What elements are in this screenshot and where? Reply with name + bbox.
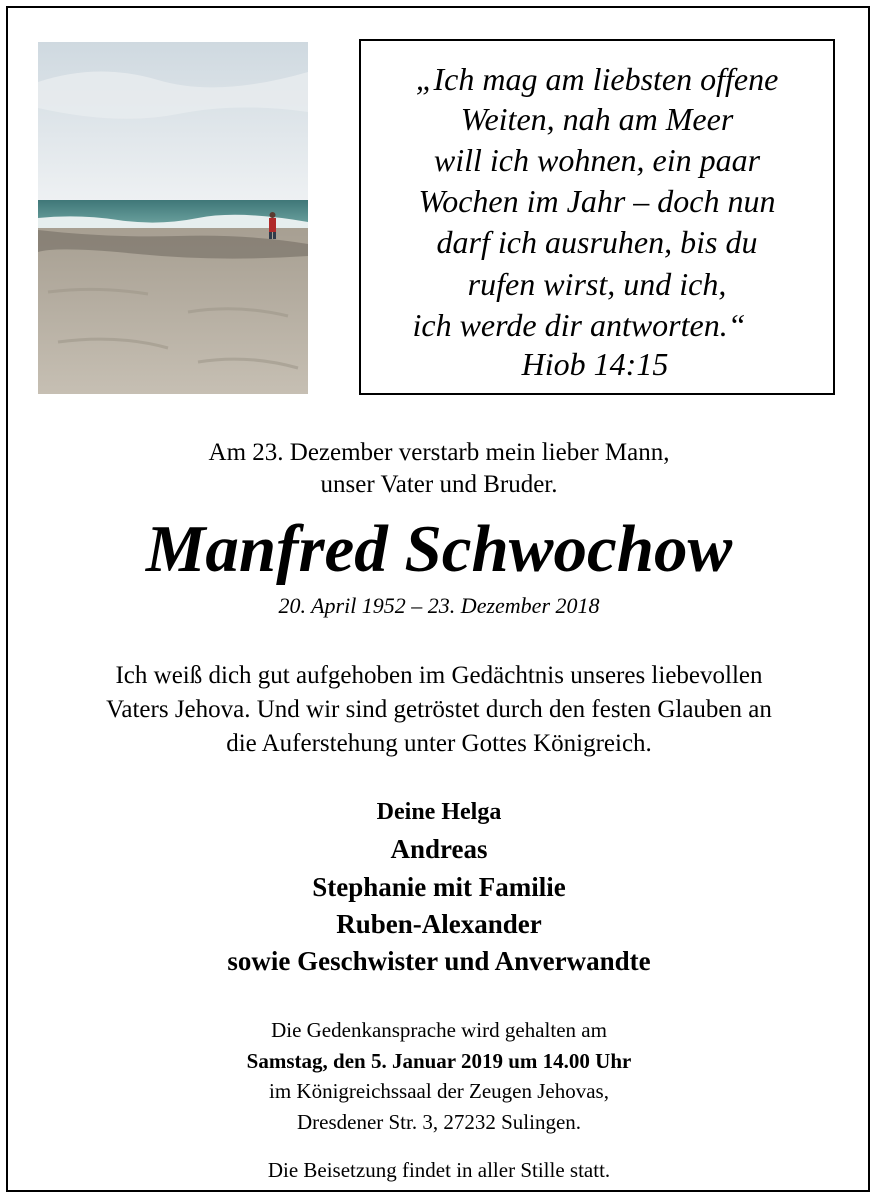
announcement-line-2: unser Vater und Bruder. bbox=[320, 471, 558, 498]
message-line: Ich weiß dich gut aufgehoben im Gedächtnis unseres liebevollen bbox=[115, 662, 763, 689]
service-address: Dresdener Str. 3, 27232 Sulingen. bbox=[296, 1110, 582, 1134]
service-line: Die Gedenkansprache wird gehalten am bbox=[271, 1018, 607, 1042]
burial-note: Die Beisetzung findet in aller Stille statt. bbox=[267, 1158, 611, 1182]
mourner-name: sowie Geschwister und Anverwandte bbox=[227, 946, 651, 976]
mourner-name: Andreas bbox=[390, 834, 488, 864]
deceased-name: Manfred Schwochow bbox=[145, 512, 733, 586]
service-location: im Königreichssaal der Zeugen Jehovas, bbox=[269, 1079, 609, 1103]
mourner-name: Deine Helga bbox=[376, 799, 502, 825]
message-line: die Auferstehung unter Gottes Königreich. bbox=[226, 730, 652, 757]
announcement-line-1: Am 23. Dezember verstarb mein lieber Mann, bbox=[208, 439, 670, 466]
quote-line: Weiten, nah am Meer bbox=[460, 101, 734, 137]
quote-line: ich werde dir antworten.“ bbox=[412, 307, 746, 343]
quote-line: „Ich mag am liebsten offene bbox=[415, 61, 779, 97]
bible-quote-box bbox=[359, 39, 835, 395]
sky bbox=[38, 42, 308, 202]
quote-line: will ich wohnen, ein paar bbox=[433, 142, 761, 178]
quote-line: darf ich ausruhen, bis du bbox=[436, 224, 758, 260]
service-date: Samstag, den 5. Januar 2019 um 14.00 Uhr bbox=[246, 1049, 632, 1073]
quote-reference: Hiob 14:15 bbox=[521, 346, 669, 382]
beach-photo bbox=[38, 42, 308, 394]
mourner-name: Stephanie mit Familie bbox=[312, 872, 566, 902]
quote-line: Wochen im Jahr – doch nun bbox=[418, 183, 776, 219]
message-line: Vaters Jehova. Und wir sind getröstet durch den festen Glauben an bbox=[106, 696, 772, 723]
mourner-name: Ruben-Alexander bbox=[336, 909, 542, 939]
life-dates: 20. April 1952 – 23. Dezember 2018 bbox=[278, 593, 600, 618]
quote-line: rufen wirst, und ich, bbox=[467, 266, 727, 302]
